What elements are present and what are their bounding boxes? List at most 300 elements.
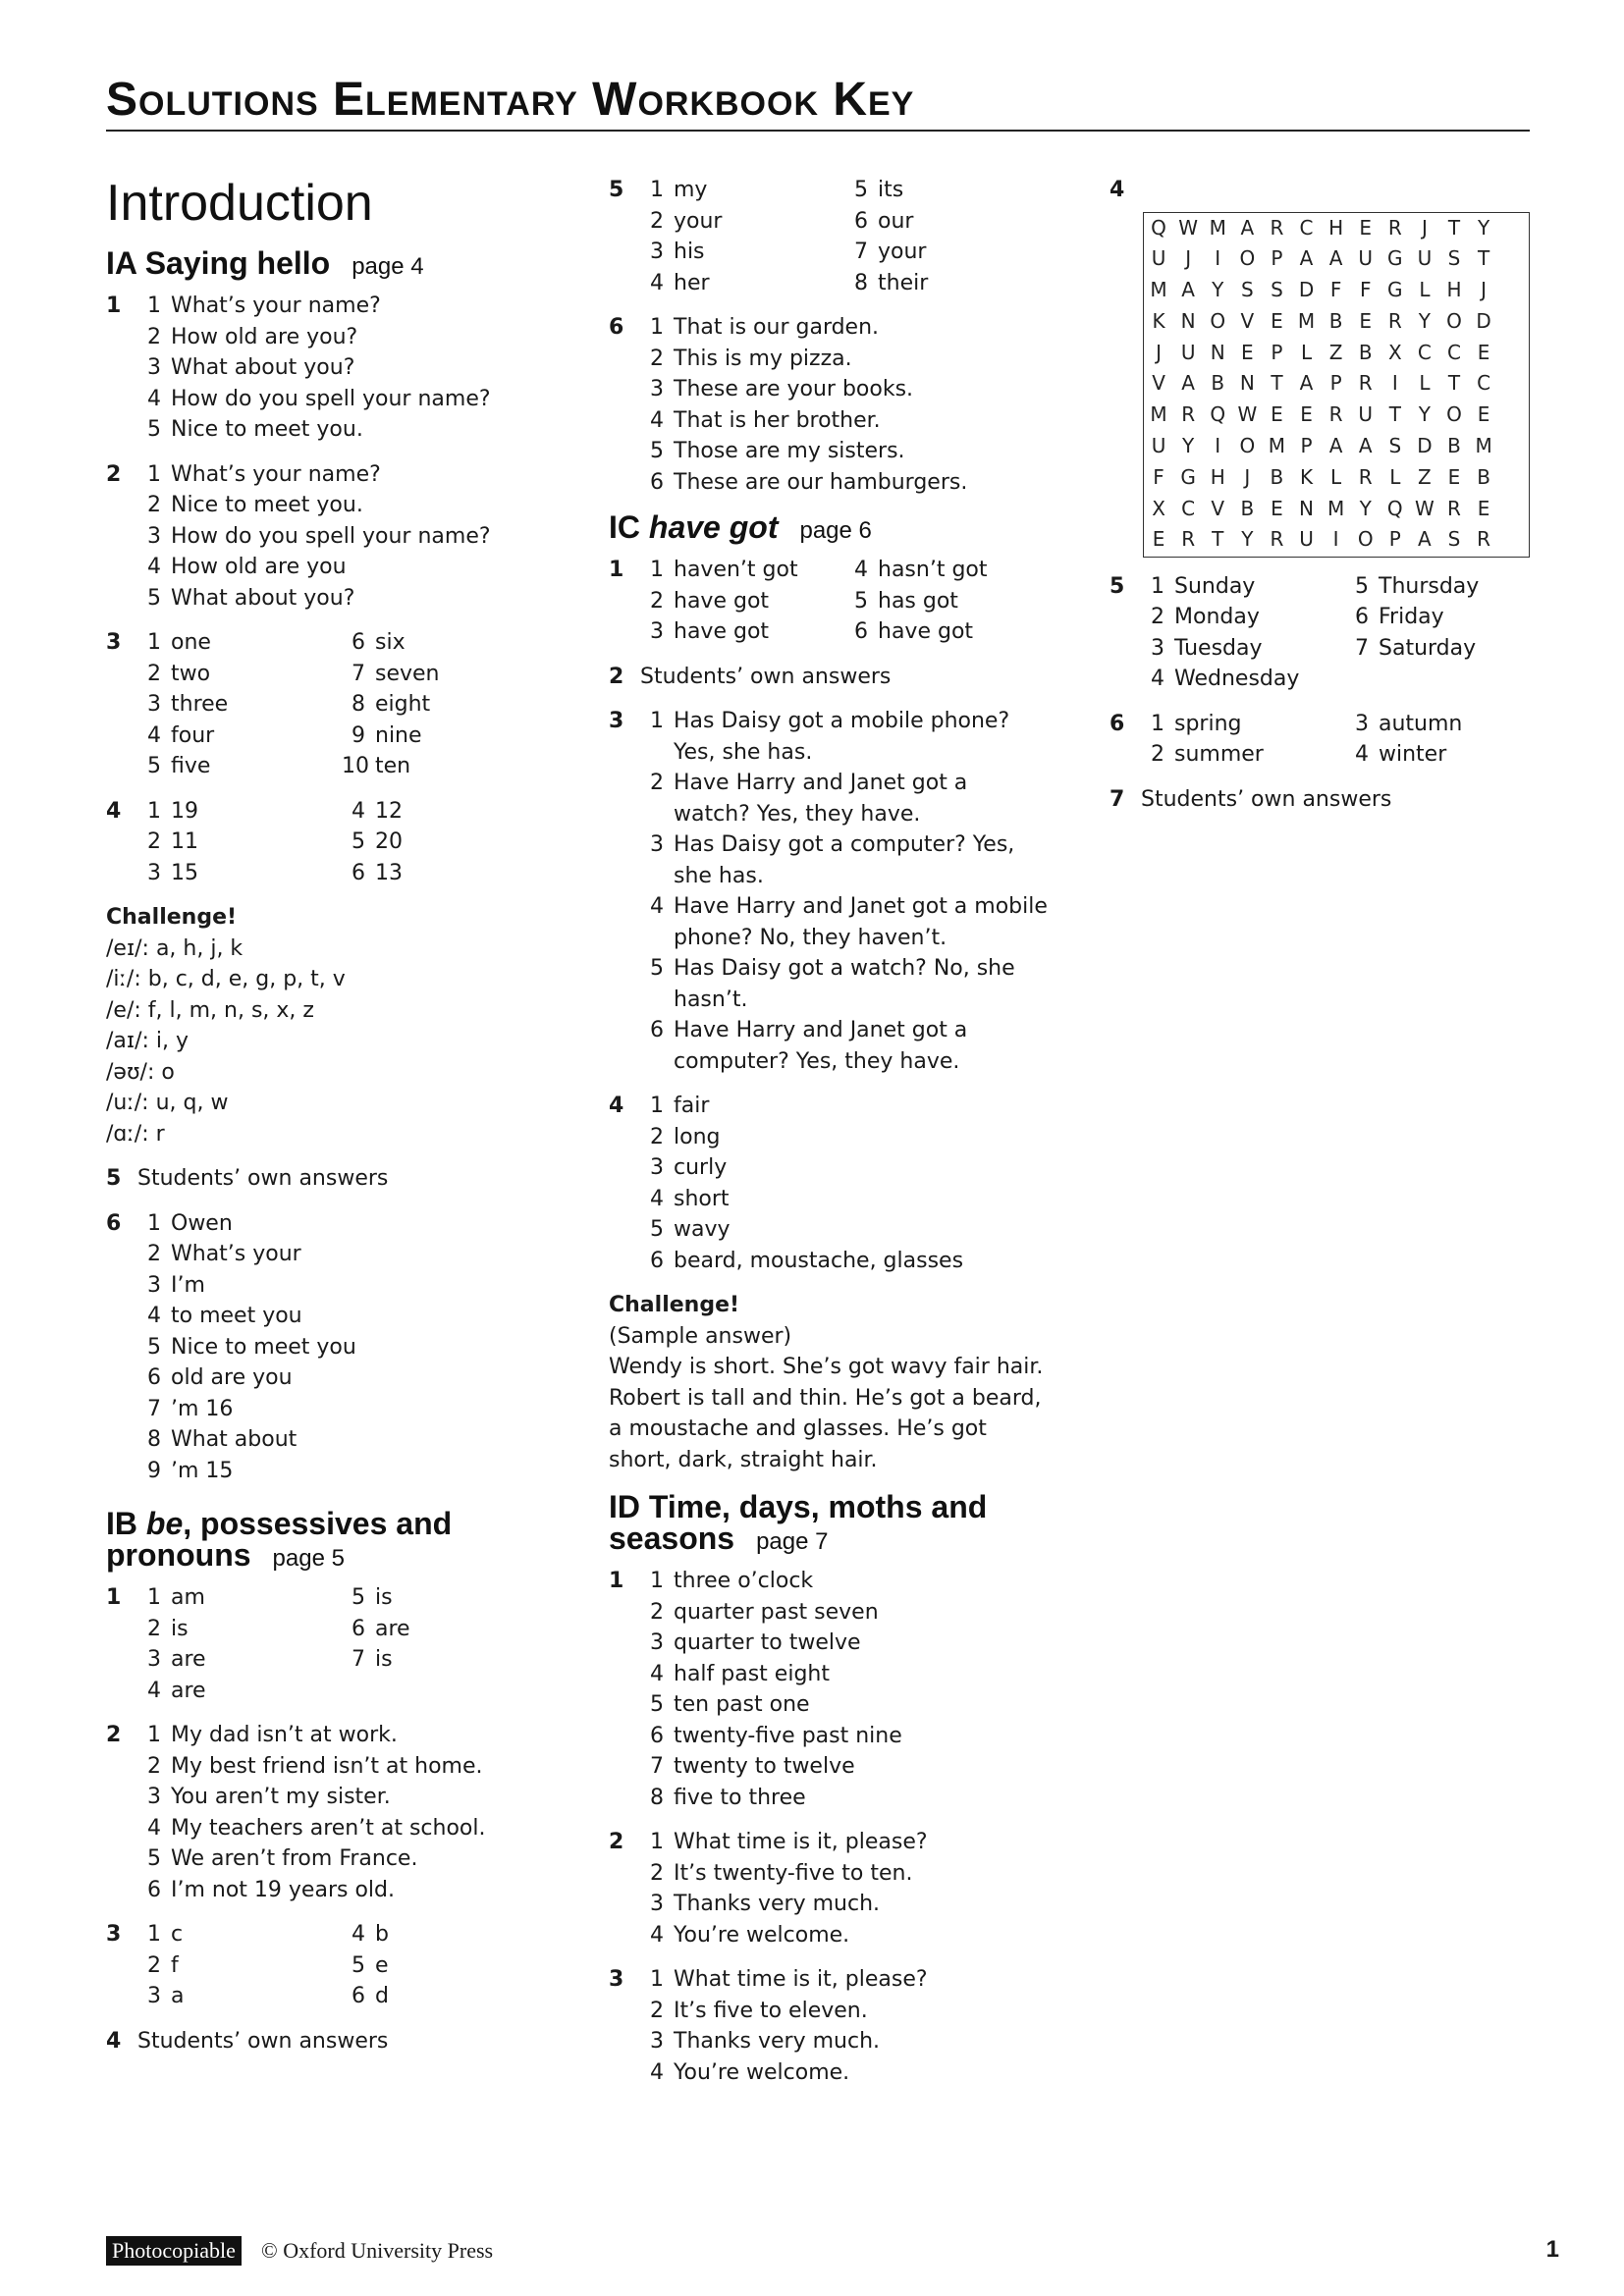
wordsearch-cell: J <box>1185 246 1192 271</box>
item-number: 1 <box>1151 711 1164 736</box>
answer-item <box>640 1015 1051 1077</box>
answer-list <box>640 706 1051 1077</box>
item-number: 2 <box>650 1860 664 1886</box>
exercise-row <box>1110 784 1542 816</box>
answer-item <box>640 436 1051 467</box>
answer-item <box>640 467 1051 499</box>
page-ref: page 7 <box>756 1528 829 1555</box>
exercise-row <box>609 1827 1051 1950</box>
item-text: Have Harry and Janet got a computer? Yes, they have. <box>674 1018 968 1074</box>
item-number: 4 <box>650 270 664 295</box>
item-number: 1 <box>650 1830 664 1854</box>
exercise-row <box>106 1720 538 1905</box>
wordsearch-cell: D <box>1417 434 1433 458</box>
item-number: 4 <box>147 1815 161 1841</box>
wordsearch-cell: E <box>1271 308 1283 333</box>
exercise <box>609 662 1051 693</box>
wordsearch-cell: F <box>1153 464 1164 489</box>
wordsearch-cell: L <box>1300 340 1313 364</box>
answer-item <box>137 322 538 353</box>
wordsearch-cell: E <box>1477 402 1490 427</box>
item-text: is <box>375 1585 393 1610</box>
answer-item <box>137 1456 538 1487</box>
item-number: 5 <box>1355 573 1369 599</box>
item-text: Saturday <box>1379 635 1477 661</box>
wordsearch-cell: Z <box>1418 464 1432 489</box>
exercise <box>609 1091 1051 1276</box>
wordsearch-cell: C <box>1477 371 1491 396</box>
item-number: 3 <box>147 860 161 885</box>
column-1 <box>106 169 538 2070</box>
answer-item <box>137 1208 538 1240</box>
item-text: his <box>674 240 705 264</box>
wordsearch-cell: I <box>1332 527 1339 552</box>
wordsearch-cell: U <box>1299 527 1314 552</box>
item-text: It’s five to eleven. <box>674 1998 868 2023</box>
item-text: My teachers aren’t at school. <box>171 1815 486 1841</box>
item-text: its <box>878 178 904 202</box>
wordsearch-cell: Z <box>1328 340 1343 364</box>
item-text: Tuesday <box>1174 635 1263 661</box>
item-text: ten past one <box>674 1692 810 1717</box>
item-text: Nice to meet you. <box>171 417 363 442</box>
exercise <box>609 1964 1051 2088</box>
item-number: 4 <box>650 1186 664 1211</box>
wordsearch-cell: O <box>1357 527 1374 552</box>
item-text: quarter past seven <box>674 1599 879 1625</box>
item-number: 5 <box>650 956 664 981</box>
wordsearch-cell: A <box>1240 215 1255 240</box>
item-number: 7 <box>147 1396 161 1421</box>
wordsearch-cell: B <box>1328 308 1343 333</box>
item-number: 8 <box>854 270 868 295</box>
wordsearch-row <box>1144 400 1529 431</box>
answer-item <box>640 405 1051 437</box>
item-text: You aren’t my sister. <box>171 1785 391 1809</box>
challenge-block <box>106 902 538 1149</box>
item-number: 4 <box>650 407 664 433</box>
wordsearch-cell: J <box>1244 464 1251 489</box>
challenge-line: /eɪ/: a, h, j, k <box>106 935 244 961</box>
wordsearch-cell: R <box>1477 527 1491 552</box>
item-number: 6 <box>147 1877 161 1902</box>
item-number: 4 <box>650 2059 664 2085</box>
item-number: 6 <box>650 1248 664 1273</box>
answer-item <box>640 1566 1051 1597</box>
answer-list <box>640 1091 1051 1276</box>
question-number: 2 <box>609 664 624 689</box>
answer-item <box>137 659 342 690</box>
wordsearch-cell: Y <box>1477 215 1490 240</box>
exercise <box>106 291 538 446</box>
item-text: are <box>171 1678 206 1703</box>
item-number: 3 <box>1151 635 1164 661</box>
answer-item <box>1345 739 1542 771</box>
question-number: 3 <box>609 709 624 733</box>
answer-item <box>137 1301 538 1332</box>
answer-list <box>1141 571 1542 695</box>
item-text: You’re welcome. <box>674 2059 850 2085</box>
item-text: Thanks very much. <box>674 2029 881 2054</box>
answer-item <box>342 1950 538 1982</box>
wordsearch-cell: D <box>1298 278 1315 302</box>
item-number: 4 <box>147 555 161 579</box>
exercise-row <box>609 706 1051 1077</box>
wordsearch-cell: I <box>1215 434 1221 458</box>
item-number: 3 <box>650 1630 664 1655</box>
item-number: 2 <box>650 346 664 371</box>
answer-item <box>137 1843 538 1875</box>
item-text: half past eight <box>674 1661 830 1686</box>
wordsearch-cell: L <box>1330 464 1342 489</box>
challenge-line: /uː/: u, q, w <box>106 1091 229 1115</box>
exercise-row <box>106 291 538 446</box>
item-text: two <box>171 661 211 686</box>
exercise <box>609 1566 1051 1813</box>
wordsearch-cell: B <box>1270 464 1284 489</box>
wordsearch-cell: M <box>1268 434 1286 458</box>
question-number: 2 <box>106 461 122 487</box>
wordsearch-row <box>1144 243 1529 275</box>
answer-item <box>640 829 1051 891</box>
wordsearch-row <box>1144 431 1529 462</box>
answer-list <box>640 175 1051 298</box>
answer-item <box>137 1919 342 1950</box>
item-text: Has Daisy got a computer? Yes, she has. <box>674 832 1015 888</box>
wordsearch-cell: Q <box>1210 402 1226 427</box>
item-number: 5 <box>352 829 365 854</box>
item-number: 4 <box>1151 667 1164 691</box>
question-number: 1 <box>106 1585 122 1610</box>
item-number: 1 <box>650 558 664 582</box>
answer-item <box>1141 571 1345 603</box>
item-number: 8 <box>352 692 365 717</box>
item-text: 13 <box>375 860 403 885</box>
wordsearch-cell: N <box>1299 496 1314 520</box>
item-number: 3 <box>1355 711 1369 736</box>
answer-list <box>640 312 1051 498</box>
item-number: 1 <box>650 1569 664 1593</box>
item-text: old are you <box>171 1365 293 1390</box>
item-text: have got <box>674 588 770 614</box>
wordsearch-cell: A <box>1299 371 1314 396</box>
exercise-row <box>609 175 1051 298</box>
item-text: a <box>171 1984 185 2008</box>
wordsearch-row <box>1144 368 1529 400</box>
answer-item <box>640 616 844 648</box>
answer-item <box>640 1751 1051 1783</box>
item-text: your <box>878 240 927 264</box>
item-text: That is our garden. <box>674 315 880 340</box>
answer-item <box>342 796 538 828</box>
item-text: Thursday <box>1379 573 1480 599</box>
wordsearch-cell: V <box>1240 308 1255 333</box>
wordsearch-cell: S <box>1271 278 1283 302</box>
item-text: Have Harry and Janet got a mobile phone? No, they haven’t. <box>674 894 1048 950</box>
answer-item <box>137 521 538 553</box>
item-text: e <box>375 1952 389 1978</box>
answer-item <box>137 490 538 521</box>
answer-text: Students’ own answers <box>137 2028 389 2054</box>
wordsearch-cell: A <box>1358 434 1373 458</box>
item-number: 3 <box>147 355 161 380</box>
item-text: have got <box>674 619 770 644</box>
answer-item <box>137 751 342 782</box>
item-text: How old are you? <box>171 324 358 349</box>
item-text: Friday <box>1379 605 1444 629</box>
exercise <box>1110 571 1542 695</box>
item-number: 5 <box>650 439 664 463</box>
item-text: five <box>171 754 211 778</box>
exercise <box>609 555 1051 648</box>
wordsearch-cell: T <box>1271 371 1283 396</box>
answer-text: Students’ own answers <box>640 664 892 689</box>
answer-item <box>640 1827 1051 1858</box>
exercise <box>106 1582 538 1706</box>
question-number: 4 <box>1110 178 1125 202</box>
challenge-line: /aɪ/: i, y <box>106 1029 189 1053</box>
wordsearch-cell: J <box>1156 340 1162 364</box>
answer-list <box>137 459 538 614</box>
item-number: 2 <box>147 829 161 854</box>
wordsearch-row <box>1144 494 1529 525</box>
answer-item <box>640 374 1051 405</box>
answer-item <box>137 1782 538 1813</box>
item-text: I’m <box>171 1272 205 1298</box>
item-text: Monday <box>1174 605 1260 629</box>
answer-item <box>640 1964 1051 1996</box>
wordsearch-cell: E <box>1359 215 1373 240</box>
answer-item <box>640 1152 1051 1184</box>
item-text: This is my pizza. <box>674 346 852 371</box>
challenge-line: /iː/: b, c, d, e, g, p, t, v <box>106 967 346 991</box>
column-2 <box>609 175 1051 2102</box>
answer-item <box>844 586 1051 617</box>
item-text: d <box>375 1984 389 2008</box>
answer-item <box>137 1676 342 1707</box>
wordsearch-cell: T <box>1212 527 1224 552</box>
item-text: These are your books. <box>674 377 914 401</box>
wordsearch-cell: N <box>1239 371 1255 396</box>
wordsearch-cell: M <box>1297 308 1316 333</box>
wordsearch-cell: V <box>1152 371 1165 396</box>
item-number: 6 <box>650 469 664 495</box>
section-ib-heading <box>106 1508 538 1575</box>
answer-item <box>137 291 538 322</box>
exercise <box>106 796 538 889</box>
item-text: 19 <box>171 798 198 824</box>
answer-item <box>137 721 342 752</box>
wordsearch-cell: L <box>1419 278 1431 302</box>
item-text: five to three <box>674 1785 806 1810</box>
item-text: What time is it, please? <box>674 1830 928 1854</box>
section-id-heading <box>609 1491 1051 1558</box>
item-number: 3 <box>147 1272 161 1298</box>
answer-item <box>640 1091 1051 1122</box>
wordsearch-cell: M <box>1475 434 1492 458</box>
wordsearch-cell: T <box>1477 246 1490 271</box>
wordsearch-cell: W <box>1415 496 1435 520</box>
item-number: 4 <box>352 1922 365 1947</box>
wordsearch-cell: C <box>1181 496 1196 520</box>
wordsearch-cell: R <box>1358 371 1373 396</box>
item-number: 8 <box>147 1427 161 1452</box>
exercise-row <box>609 1091 1051 1276</box>
question-number: 4 <box>609 1094 624 1118</box>
item-number: 4 <box>147 722 161 748</box>
wordsearch-cell: P <box>1300 434 1313 458</box>
item-number: 5 <box>650 1217 664 1242</box>
exercise <box>106 1720 538 1905</box>
item-text: quarter to twelve <box>674 1630 861 1655</box>
exercise-row <box>106 1163 538 1195</box>
exercise <box>1110 709 1542 771</box>
question-number: 5 <box>609 178 624 202</box>
answer-item <box>137 858 342 889</box>
item-number: 7 <box>854 240 868 264</box>
wordsearch-cell: Y <box>1182 434 1195 458</box>
exercise <box>106 1919 538 2012</box>
answer-text: Students’ own answers <box>137 1166 389 1191</box>
wordsearch-cell: A <box>1328 434 1343 458</box>
exercise-row <box>106 627 538 782</box>
item-number: 3 <box>147 1785 161 1809</box>
answer-item <box>640 237 844 268</box>
answer-list <box>640 1827 1051 1950</box>
answer-item <box>342 627 538 659</box>
item-number: 2 <box>650 1998 664 2023</box>
item-text: What’s your name? <box>171 294 381 318</box>
section-ic-heading <box>609 511 1051 547</box>
wordsearch-cell: H <box>1446 278 1462 302</box>
item-text: are <box>171 1647 206 1672</box>
item-number: 9 <box>352 722 365 748</box>
item-text: our <box>878 208 914 234</box>
answer-item <box>1141 664 1345 695</box>
item-text: wavy <box>674 1217 731 1242</box>
answer-item <box>640 268 844 299</box>
item-number: 1 <box>650 315 664 340</box>
exercise-row <box>106 796 538 889</box>
item-text: Wednesday <box>1174 667 1300 691</box>
item-text: We aren’t from France. <box>171 1846 418 1871</box>
item-number: 2 <box>147 324 161 349</box>
wordsearch-cell: R <box>1270 527 1284 552</box>
answer-item <box>640 1783 1051 1814</box>
wordsearch-cell: P <box>1271 340 1283 364</box>
answer-item <box>1345 709 1542 740</box>
wordsearch-cell: T <box>1447 371 1461 396</box>
wordsearch-cell: J <box>1481 278 1488 302</box>
answer-item <box>342 751 538 782</box>
item-text: Has Daisy got a watch? No, she hasn’t. <box>674 956 1015 1012</box>
answer-item <box>342 1582 538 1614</box>
wordsearch-cell: Y <box>1212 278 1224 302</box>
wordsearch-cell: M <box>1150 278 1167 302</box>
wordsearch-cell: E <box>1447 464 1461 489</box>
answer-item <box>640 1659 1051 1690</box>
item-text: What’s your <box>171 1242 301 1266</box>
item-text: Those are my sisters. <box>674 439 905 463</box>
wordsearch-cell: B <box>1240 496 1255 520</box>
item-number: 6 <box>650 1018 664 1042</box>
challenge-block <box>609 1290 1051 1475</box>
answer-item <box>844 268 1051 299</box>
page-number: 1 <box>1545 2236 1559 2263</box>
page-ref: page 5 <box>272 1545 345 1572</box>
item-text: one <box>171 630 211 655</box>
answer-list <box>137 1208 538 1487</box>
question-number: 2 <box>609 1830 624 1854</box>
exercise <box>106 1208 538 1487</box>
answer-item <box>640 1628 1051 1659</box>
exercise <box>106 627 538 782</box>
wordsearch-cell: T <box>1388 402 1401 427</box>
wordsearch-cell: G <box>1180 464 1196 489</box>
item-text: b <box>375 1922 389 1947</box>
wordsearch-cell: P <box>1271 246 1283 271</box>
item-text: autumn <box>1379 711 1463 736</box>
question-number: 3 <box>609 1967 624 1992</box>
item-number: 4 <box>854 558 868 582</box>
item-number: 1 <box>147 294 161 318</box>
exercise <box>609 175 1051 298</box>
wordsearch-cell: G <box>1387 246 1403 271</box>
answer-item <box>137 1362 538 1394</box>
item-text: You’re welcome. <box>674 1922 850 1948</box>
answer-item <box>640 1721 1051 1752</box>
wordsearch-row <box>1144 306 1529 338</box>
item-text: beard, moustache, glasses <box>674 1248 964 1273</box>
wordsearch-cell: Q <box>1151 215 1166 240</box>
item-number: 3 <box>650 1155 664 1180</box>
item-text: has got <box>878 588 958 614</box>
item-text: ’m 16 <box>171 1396 234 1421</box>
item-text: is <box>171 1616 189 1641</box>
wordsearch-cell: B <box>1211 371 1225 396</box>
wordsearch-cell: O <box>1446 308 1462 333</box>
answer-item <box>137 1720 538 1751</box>
item-number: 2 <box>147 1753 161 1779</box>
item-text: Owen <box>171 1210 233 1236</box>
wordsearch-cell: Y <box>1241 527 1254 552</box>
answer-item <box>640 768 1051 829</box>
answer-item <box>137 1751 538 1783</box>
wordsearch-cell: L <box>1389 464 1401 489</box>
item-number: 1 <box>147 1210 161 1236</box>
answer-item <box>342 1614 538 1645</box>
column-3 <box>1110 175 1542 828</box>
answer-item <box>640 891 1051 953</box>
wordsearch-cell: Y <box>1359 496 1372 520</box>
wordsearch-cell: W <box>1237 402 1258 427</box>
item-number: 3 <box>147 1984 161 2008</box>
wordsearch-cell: A <box>1181 278 1195 302</box>
exercise-row <box>1110 709 1542 771</box>
wordsearch-row <box>1144 524 1529 556</box>
exercise-row <box>609 1964 1051 2088</box>
item-number: 10 <box>342 754 369 778</box>
item-number: 2 <box>147 1242 161 1266</box>
page-header <box>106 71 1530 132</box>
item-text: is <box>375 1647 393 1672</box>
wordsearch-cell: E <box>1300 402 1313 427</box>
item-number: 1 <box>147 798 161 824</box>
answer-item <box>137 796 342 828</box>
item-text: six <box>375 630 406 655</box>
item-text: It’s twenty-five to ten. <box>674 1860 913 1886</box>
item-text: 11 <box>171 829 198 854</box>
